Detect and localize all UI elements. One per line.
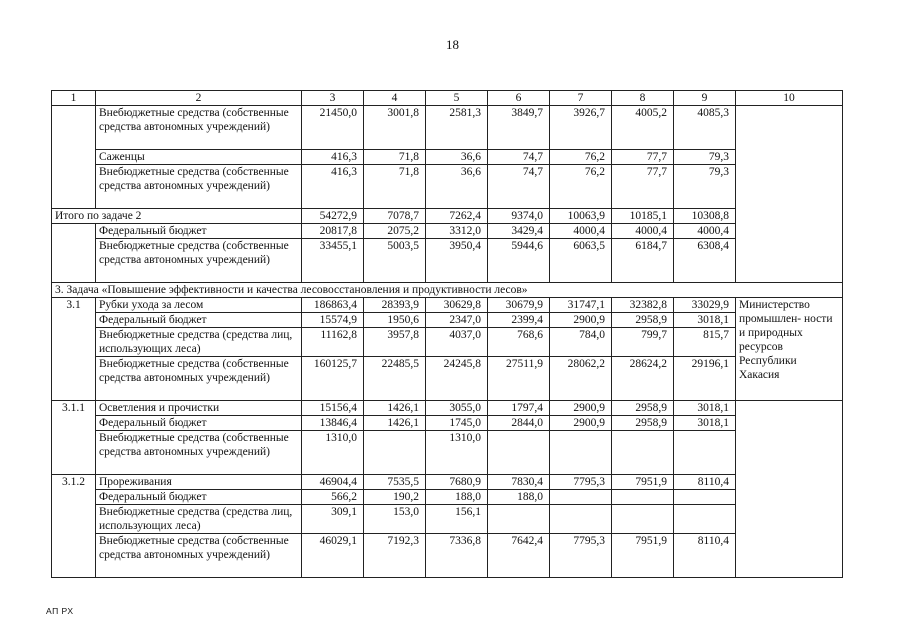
value-cell: 7192,3 xyxy=(364,534,426,578)
value-cell: 7078,7 xyxy=(364,209,426,224)
value-cell xyxy=(612,431,674,475)
value-cell: 1797,4 xyxy=(488,401,550,416)
value-cell: 79,3 xyxy=(674,150,736,165)
col-header: 10 xyxy=(736,91,843,106)
executor-cell: Министерство промышлен- ности и природных ресурсов Республики Хакасия xyxy=(736,298,843,401)
table-row xyxy=(52,150,843,165)
value-cell: 1950,6 xyxy=(364,313,426,328)
value-cell: 1426,1 xyxy=(364,401,426,416)
value-cell: 3018,1 xyxy=(674,416,736,431)
value-cell: 10308,8 xyxy=(674,209,736,224)
value-cell: 7795,3 xyxy=(550,534,612,578)
budget-table xyxy=(51,90,843,578)
row-label: Внебюджетные средства (собственные средства автономных учреждений) xyxy=(96,239,302,283)
column-numbers-row xyxy=(52,91,843,106)
code-cell: 3.1 xyxy=(52,298,96,401)
value-cell: 7336,8 xyxy=(426,534,488,578)
value-cell: 1745,0 xyxy=(426,416,488,431)
table-row xyxy=(52,475,843,490)
table-row xyxy=(52,106,843,150)
value-cell: 4000,4 xyxy=(674,224,736,239)
value-cell xyxy=(550,505,612,534)
value-cell: 2399,4 xyxy=(488,313,550,328)
value-cell: 3001,8 xyxy=(364,106,426,150)
value-cell: 28393,9 xyxy=(364,298,426,313)
document-footer: АП РХ xyxy=(46,606,74,616)
value-cell: 5003,5 xyxy=(364,239,426,283)
row-label: Федеральный бюджет xyxy=(96,313,302,328)
value-cell: 6308,4 xyxy=(674,239,736,283)
value-cell: 3055,0 xyxy=(426,401,488,416)
row-label: Внебюджетные средства (собственные средства автономных учреждений) xyxy=(96,431,302,475)
value-cell: 77,7 xyxy=(612,165,674,209)
task-total-label: Итого по задаче 2 xyxy=(52,209,302,224)
value-cell: 4005,2 xyxy=(612,106,674,150)
value-cell: 3950,4 xyxy=(426,239,488,283)
value-cell: 6184,7 xyxy=(612,239,674,283)
value-cell: 1310,0 xyxy=(426,431,488,475)
row-label: Прореживания xyxy=(96,475,302,490)
executor-cell xyxy=(736,401,843,578)
row-label: Внебюджетные средства (средства лиц, использующих леса) xyxy=(96,328,302,357)
value-cell xyxy=(488,431,550,475)
value-cell xyxy=(488,505,550,534)
value-cell: 10185,1 xyxy=(612,209,674,224)
value-cell: 7535,5 xyxy=(364,475,426,490)
col-header: 4 xyxy=(364,91,426,106)
table-row xyxy=(52,224,843,239)
value-cell: 7680,9 xyxy=(426,475,488,490)
table-row xyxy=(52,401,843,416)
table-row xyxy=(52,490,843,505)
col-header: 6 xyxy=(488,91,550,106)
code-cell: 3.1.2 xyxy=(52,475,96,578)
row-label: Осветления и прочистки xyxy=(96,401,302,416)
table-row xyxy=(52,313,843,328)
value-cell: 9374,0 xyxy=(488,209,550,224)
value-cell xyxy=(612,505,674,534)
value-cell: 5944,6 xyxy=(488,239,550,283)
col-header: 8 xyxy=(612,91,674,106)
value-cell: 31747,1 xyxy=(550,298,612,313)
value-cell: 160125,7 xyxy=(302,357,364,401)
value-cell: 22485,5 xyxy=(364,357,426,401)
row-label: Федеральный бюджет xyxy=(96,224,302,239)
value-cell: 29196,1 xyxy=(674,357,736,401)
row-label: Внебюджетные средства (собственные средства автономных учреждений) xyxy=(96,534,302,578)
value-cell: 11162,8 xyxy=(302,328,364,357)
value-cell: 1310,0 xyxy=(302,431,364,475)
value-cell: 2075,2 xyxy=(364,224,426,239)
table-row xyxy=(52,534,843,578)
value-cell: 7262,4 xyxy=(426,209,488,224)
value-cell: 153,0 xyxy=(364,505,426,534)
value-cell xyxy=(674,505,736,534)
value-cell: 76,2 xyxy=(550,150,612,165)
table-row xyxy=(52,505,843,534)
value-cell: 188,0 xyxy=(426,490,488,505)
value-cell: 3018,1 xyxy=(674,313,736,328)
table-row xyxy=(52,431,843,475)
value-cell: 2900,9 xyxy=(550,401,612,416)
task-3-heading: 3. Задача «Повышение эффективности и качества лесовосстановления и продуктивности лесов» xyxy=(52,283,843,298)
value-cell: 76,2 xyxy=(550,165,612,209)
value-cell xyxy=(550,431,612,475)
value-cell: 3018,1 xyxy=(674,401,736,416)
row-label: Внебюджетные средства (собственные средства автономных учреждений) xyxy=(96,106,302,150)
value-cell: 7830,4 xyxy=(488,475,550,490)
executor-cell xyxy=(736,106,843,283)
value-cell: 46904,4 xyxy=(302,475,364,490)
value-cell: 2581,3 xyxy=(426,106,488,150)
col-header: 2 xyxy=(96,91,302,106)
value-cell: 30679,9 xyxy=(488,298,550,313)
value-cell: 2958,9 xyxy=(612,313,674,328)
code-cell xyxy=(52,224,96,283)
value-cell: 30629,8 xyxy=(426,298,488,313)
value-cell: 15156,4 xyxy=(302,401,364,416)
value-cell: 566,2 xyxy=(302,490,364,505)
value-cell: 32382,8 xyxy=(612,298,674,313)
value-cell: 416,3 xyxy=(302,150,364,165)
value-cell: 3429,4 xyxy=(488,224,550,239)
value-cell xyxy=(612,490,674,505)
code-cell xyxy=(52,106,96,209)
table-row xyxy=(52,298,843,313)
value-cell: 3849,7 xyxy=(488,106,550,150)
section-row xyxy=(52,283,843,298)
value-cell: 7951,9 xyxy=(612,475,674,490)
value-cell: 2844,0 xyxy=(488,416,550,431)
value-cell: 36,6 xyxy=(426,150,488,165)
value-cell: 54272,9 xyxy=(302,209,364,224)
col-header: 5 xyxy=(426,91,488,106)
value-cell: 4085,3 xyxy=(674,106,736,150)
value-cell: 46029,1 xyxy=(302,534,364,578)
row-label: Внебюджетные средства (средства лиц, использующих леса) xyxy=(96,505,302,534)
value-cell: 13846,4 xyxy=(302,416,364,431)
value-cell: 2347,0 xyxy=(426,313,488,328)
value-cell: 20817,8 xyxy=(302,224,364,239)
table-row xyxy=(52,416,843,431)
value-cell: 7951,9 xyxy=(612,534,674,578)
value-cell xyxy=(674,431,736,475)
table-row xyxy=(52,239,843,283)
value-cell: 24245,8 xyxy=(426,357,488,401)
value-cell: 4000,4 xyxy=(612,224,674,239)
value-cell: 71,8 xyxy=(364,150,426,165)
row-label: Федеральный бюджет xyxy=(96,490,302,505)
value-cell: 8110,4 xyxy=(674,534,736,578)
value-cell: 4037,0 xyxy=(426,328,488,357)
value-cell: 3312,0 xyxy=(426,224,488,239)
value-cell: 768,6 xyxy=(488,328,550,357)
value-cell: 2900,9 xyxy=(550,416,612,431)
value-cell: 15574,9 xyxy=(302,313,364,328)
value-cell: 815,7 xyxy=(674,328,736,357)
table-row xyxy=(52,209,843,224)
row-label: Внебюджетные средства (собственные средства автономных учреждений) xyxy=(96,357,302,401)
value-cell: 7642,4 xyxy=(488,534,550,578)
value-cell: 79,3 xyxy=(674,165,736,209)
col-header: 1 xyxy=(52,91,96,106)
value-cell: 33455,1 xyxy=(302,239,364,283)
value-cell: 8110,4 xyxy=(674,475,736,490)
value-cell: 10063,9 xyxy=(550,209,612,224)
value-cell: 6063,5 xyxy=(550,239,612,283)
row-label: Внебюджетные средства (собственные средства автономных учреждений) xyxy=(96,165,302,209)
page-number: 18 xyxy=(446,37,459,52)
value-cell: 3926,7 xyxy=(550,106,612,150)
row-label: Федеральный бюджет xyxy=(96,416,302,431)
value-cell: 309,1 xyxy=(302,505,364,534)
col-header: 9 xyxy=(674,91,736,106)
row-label: Саженцы xyxy=(96,150,302,165)
value-cell: 190,2 xyxy=(364,490,426,505)
value-cell: 28624,2 xyxy=(612,357,674,401)
value-cell: 33029,9 xyxy=(674,298,736,313)
value-cell: 3957,8 xyxy=(364,328,426,357)
value-cell: 21450,0 xyxy=(302,106,364,150)
value-cell: 784,0 xyxy=(550,328,612,357)
col-header: 3 xyxy=(302,91,364,106)
value-cell: 71,8 xyxy=(364,165,426,209)
value-cell: 416,3 xyxy=(302,165,364,209)
code-cell: 3.1.1 xyxy=(52,401,96,475)
value-cell: 186863,4 xyxy=(302,298,364,313)
value-cell: 2958,9 xyxy=(612,416,674,431)
row-label: Рубки ухода за лесом xyxy=(96,298,302,313)
value-cell: 27511,9 xyxy=(488,357,550,401)
value-cell: 4000,4 xyxy=(550,224,612,239)
value-cell: 1426,1 xyxy=(364,416,426,431)
value-cell: 156,1 xyxy=(426,505,488,534)
value-cell: 2958,9 xyxy=(612,401,674,416)
value-cell: 28062,2 xyxy=(550,357,612,401)
table-row xyxy=(52,165,843,209)
value-cell: 188,0 xyxy=(488,490,550,505)
value-cell xyxy=(674,490,736,505)
value-cell: 7795,3 xyxy=(550,475,612,490)
value-cell: 2900,9 xyxy=(550,313,612,328)
table-row xyxy=(52,357,843,401)
value-cell: 74,7 xyxy=(488,150,550,165)
value-cell xyxy=(364,431,426,475)
value-cell: 74,7 xyxy=(488,165,550,209)
value-cell: 799,7 xyxy=(612,328,674,357)
table-row xyxy=(52,328,843,357)
value-cell xyxy=(550,490,612,505)
col-header: 7 xyxy=(550,91,612,106)
value-cell: 77,7 xyxy=(612,150,674,165)
value-cell: 36,6 xyxy=(426,165,488,209)
